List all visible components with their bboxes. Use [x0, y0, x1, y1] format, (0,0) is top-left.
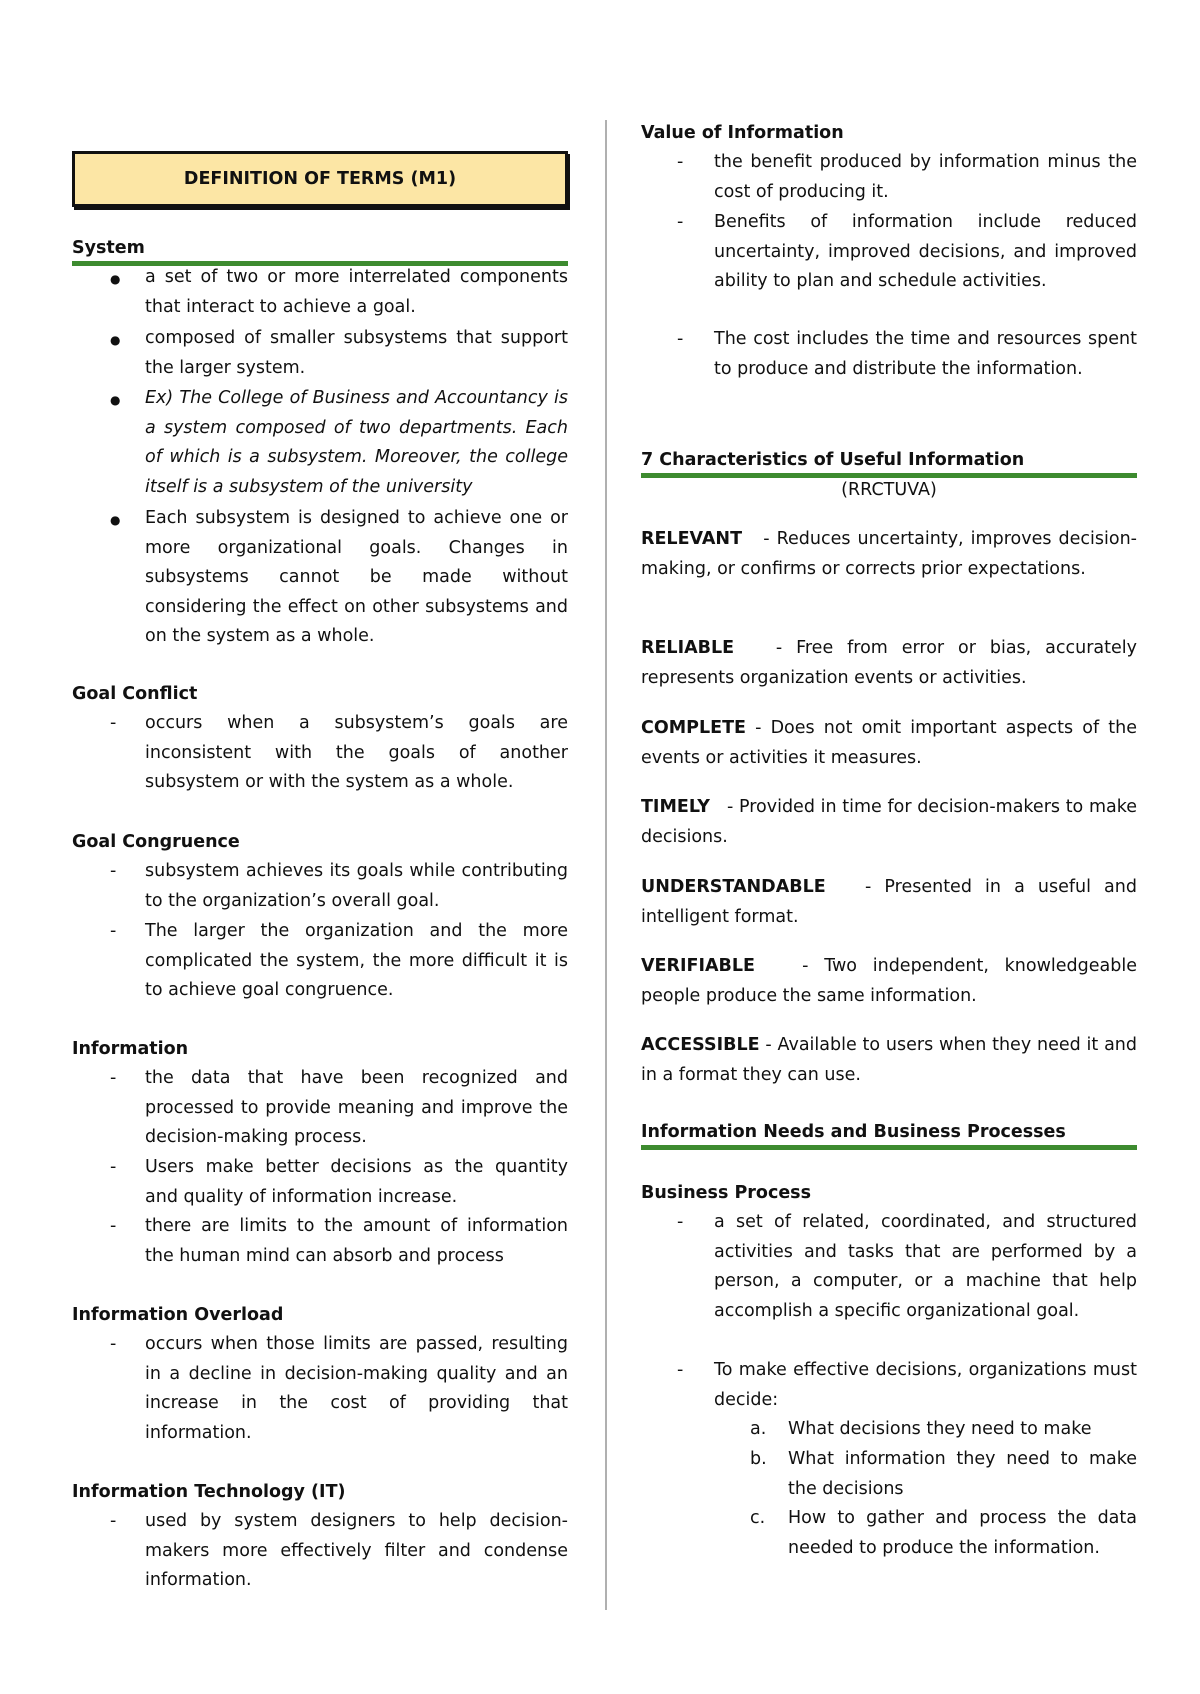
term-label: ACCESSIBLE — [641, 1035, 760, 1055]
term-label: VERIFIABLE — [641, 956, 755, 976]
term-definition: - Does not omit important aspects of the events or activities it measures. — [641, 718, 1137, 768]
characteristic-understandable — [641, 873, 1137, 932]
dash-marker: - — [677, 152, 684, 172]
list-item: To make effective decisions, organizations must decide: — [714, 1360, 1137, 1410]
heading-value-of-information: Value of Information — [641, 123, 844, 143]
list-item: Ex) The College of Business and Accountancy is a system composed of two departments. Each of which is a subsystem. Moreover, the college itself is a subsystem of the university — [145, 388, 568, 497]
list-item: Users make better decisions as the quantity and quality of information increase. — [145, 1157, 568, 1207]
list-item: a set of related, coordinated, and structured activities and tasks that are performed by a person, a computer, or a machine that help accomplish a specific organizational goal. — [714, 1212, 1137, 1321]
list-item: the data that have been recognized and processed to provide meaning and improve the decision-making process. — [145, 1068, 568, 1147]
heading-underline — [641, 1145, 1137, 1150]
sub-list-item: What information they need to make the decisions — [788, 1449, 1137, 1499]
list-item: there are limits to the amount of information the human mind can absorb and process — [145, 1216, 568, 1266]
dash-marker: - — [677, 212, 684, 232]
term-definition: - Available to users when they need it and in a format they can use. — [641, 1035, 1137, 1085]
dash-marker: - — [110, 1216, 117, 1236]
sub-item-letter: a. — [750, 1419, 767, 1439]
dash-marker: - — [110, 1068, 117, 1088]
heading-information-overload: Information Overload — [72, 1305, 284, 1325]
heading-underline — [641, 473, 1137, 478]
dash-marker: - — [110, 1157, 117, 1177]
dash-marker: - — [110, 713, 117, 733]
list-item: The cost includes the time and resources spent to produce and distribute the information. — [714, 329, 1137, 379]
characteristic-reliable — [641, 634, 1137, 693]
characteristic-verifiable — [641, 952, 1137, 1011]
characteristic-accessible — [641, 1031, 1137, 1090]
term-label: UNDERSTANDABLE — [641, 877, 826, 897]
term-label: RELEVANT — [641, 529, 743, 549]
term-definition: - Two independent, knowledgeable people produce the same information. — [641, 956, 1137, 1006]
list-item: used by system designers to help decision-makers more effectively filter and condense information. — [145, 1511, 568, 1590]
characteristic-timely — [641, 793, 1137, 852]
sub-item-letter: b. — [750, 1449, 767, 1469]
list-item: a set of two or more interrelated components that interact to achieve a goal. — [145, 267, 568, 317]
dash-marker: - — [110, 1334, 117, 1354]
heading-system: System — [72, 238, 145, 258]
list-item: the benefit produced by information minus the cost of producing it. — [714, 152, 1137, 202]
term-definition: - Presented in a useful and intelligent format. — [641, 877, 1137, 927]
characteristic-relevant — [641, 525, 1137, 584]
characteristic-complete — [641, 714, 1137, 773]
heading-goal-congruence: Goal Congruence — [72, 832, 240, 852]
document-title: DEFINITION OF TERMS (M1) — [72, 151, 568, 207]
acronym: (RRCTUVA) — [841, 480, 937, 500]
heading-info-needs: Information Needs and Business Processes — [641, 1122, 1066, 1142]
sub-list-item: How to gather and process the data needed to produce the information. — [788, 1508, 1137, 1558]
column-divider — [605, 120, 607, 1610]
list-item: composed of smaller subsystems that support the larger system. — [145, 328, 568, 378]
heading-characteristics: 7 Characteristics of Useful Information — [641, 450, 1025, 470]
dash-marker: - — [677, 329, 684, 349]
bullet-icon: ● — [110, 272, 121, 286]
dash-marker: - — [110, 1511, 117, 1531]
sub-item-letter: c. — [750, 1508, 766, 1528]
list-item: Benefits of information include reduced uncertainty, improved decisions, and improved ability to plan and schedule activities. — [714, 212, 1137, 291]
heading-goal-conflict: Goal Conflict — [72, 684, 198, 704]
bullet-icon: ● — [110, 513, 121, 527]
heading-business-process: Business Process — [641, 1183, 812, 1203]
dash-marker: - — [110, 921, 117, 941]
bullet-icon: ● — [110, 333, 121, 347]
list-item: Each subsystem is designed to achieve one or more organizational goals. Changes in subsystems cannot be made without considering the effect on other subsystems and on the system as a whole. — [145, 508, 568, 646]
list-item: occurs when a subsystem’s goals are inconsistent with the goals of another subsystem or with the system as a whole. — [145, 713, 568, 792]
dash-marker: - — [677, 1212, 684, 1232]
dash-marker: - — [677, 1360, 684, 1380]
term-label: RELIABLE — [641, 638, 735, 658]
list-item: The larger the organization and the more complicated the system, the more difficult it is to achieve goal congruence. — [145, 921, 568, 1000]
term-definition: - Reduces uncertainty, improves decision-making, or confirms or corrects prior expectations. — [641, 529, 1137, 579]
heading-information-technology: Information Technology (IT) — [72, 1482, 346, 1502]
term-definition: - Provided in time for decision-makers to make decisions. — [641, 797, 1137, 847]
list-item: occurs when those limits are passed, resulting in a decline in decision-making quality and an increase in the cost of providing that information. — [145, 1334, 568, 1443]
term-label: TIMELY — [641, 797, 710, 817]
dash-marker: - — [110, 861, 117, 881]
sub-list-item: What decisions they need to make — [788, 1419, 1092, 1439]
list-item: subsystem achieves its goals while contributing to the organization’s overall goal. — [145, 861, 568, 911]
term-definition: - Free from error or bias, accurately represents organization events or activities. — [641, 638, 1137, 688]
bullet-icon: ● — [110, 393, 121, 407]
term-label: COMPLETE — [641, 718, 746, 738]
heading-information: Information — [72, 1039, 189, 1059]
